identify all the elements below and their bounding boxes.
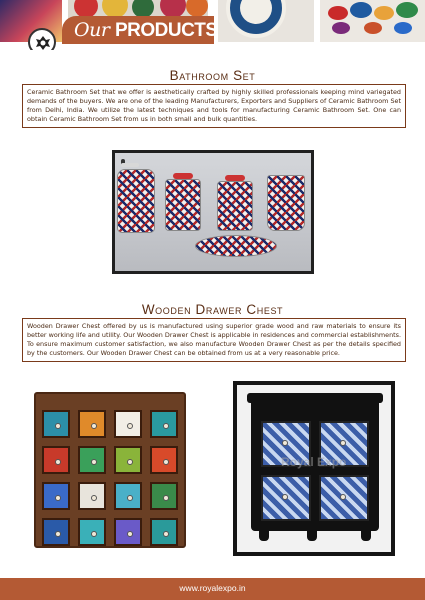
- brand-title-bold: PRODUCTS: [114, 20, 218, 41]
- bathroom-set-photo: [112, 150, 314, 274]
- black-drawer-box-photo: [233, 381, 395, 556]
- header-photo-plate: [218, 0, 314, 42]
- brand-title-script: Our: [74, 19, 110, 41]
- wooden-drawer-chest-photo: [30, 388, 196, 556]
- brand-title: [74, 19, 218, 42]
- section-title-wooden-drawer-chest: Wooden Drawer Chest: [141, 302, 284, 317]
- wooden-drawer-chest-description: Wooden Drawer Chest offered by us is manufactured using superior grade wood and raw materials to ensure its better working life and utility. Our Wooden Drawer Chest is applicable in residences and commercial establishments. To ensure maximum customer satisfaction, we also manufacture Wooden Drawer Chest as per the details specified by the customers. Our Wooden Drawer Chest can be obtained from us at a very reasonable price.: [22, 318, 406, 362]
- bathroom-set-description: Ceramic Bathroom Set that we offer is aesthetically crafted by highly skilled professionals keeping mind variegated demands of the buyers. We are one of the leading Manufacturers, Exporters and Suppliers of Ceramic Bathroom Set from Delhi, India. We utilize the latest techniques and tools for manufacturing Ceramic Bathroom Set. One can obtain Ceramic Bathroom Set from us in both small and bulk quantities.: [22, 84, 406, 128]
- header-photo-knobs: [320, 0, 425, 42]
- page-footer: [0, 578, 425, 600]
- watermark-text: Royal Expo: [281, 455, 347, 469]
- company-logo: [28, 28, 56, 50]
- section-title-bathroom-set: Bathroom Set: [169, 68, 256, 83]
- page-header: [0, 0, 425, 50]
- website-link[interactable]: www.royalexpo.in: [179, 583, 246, 593]
